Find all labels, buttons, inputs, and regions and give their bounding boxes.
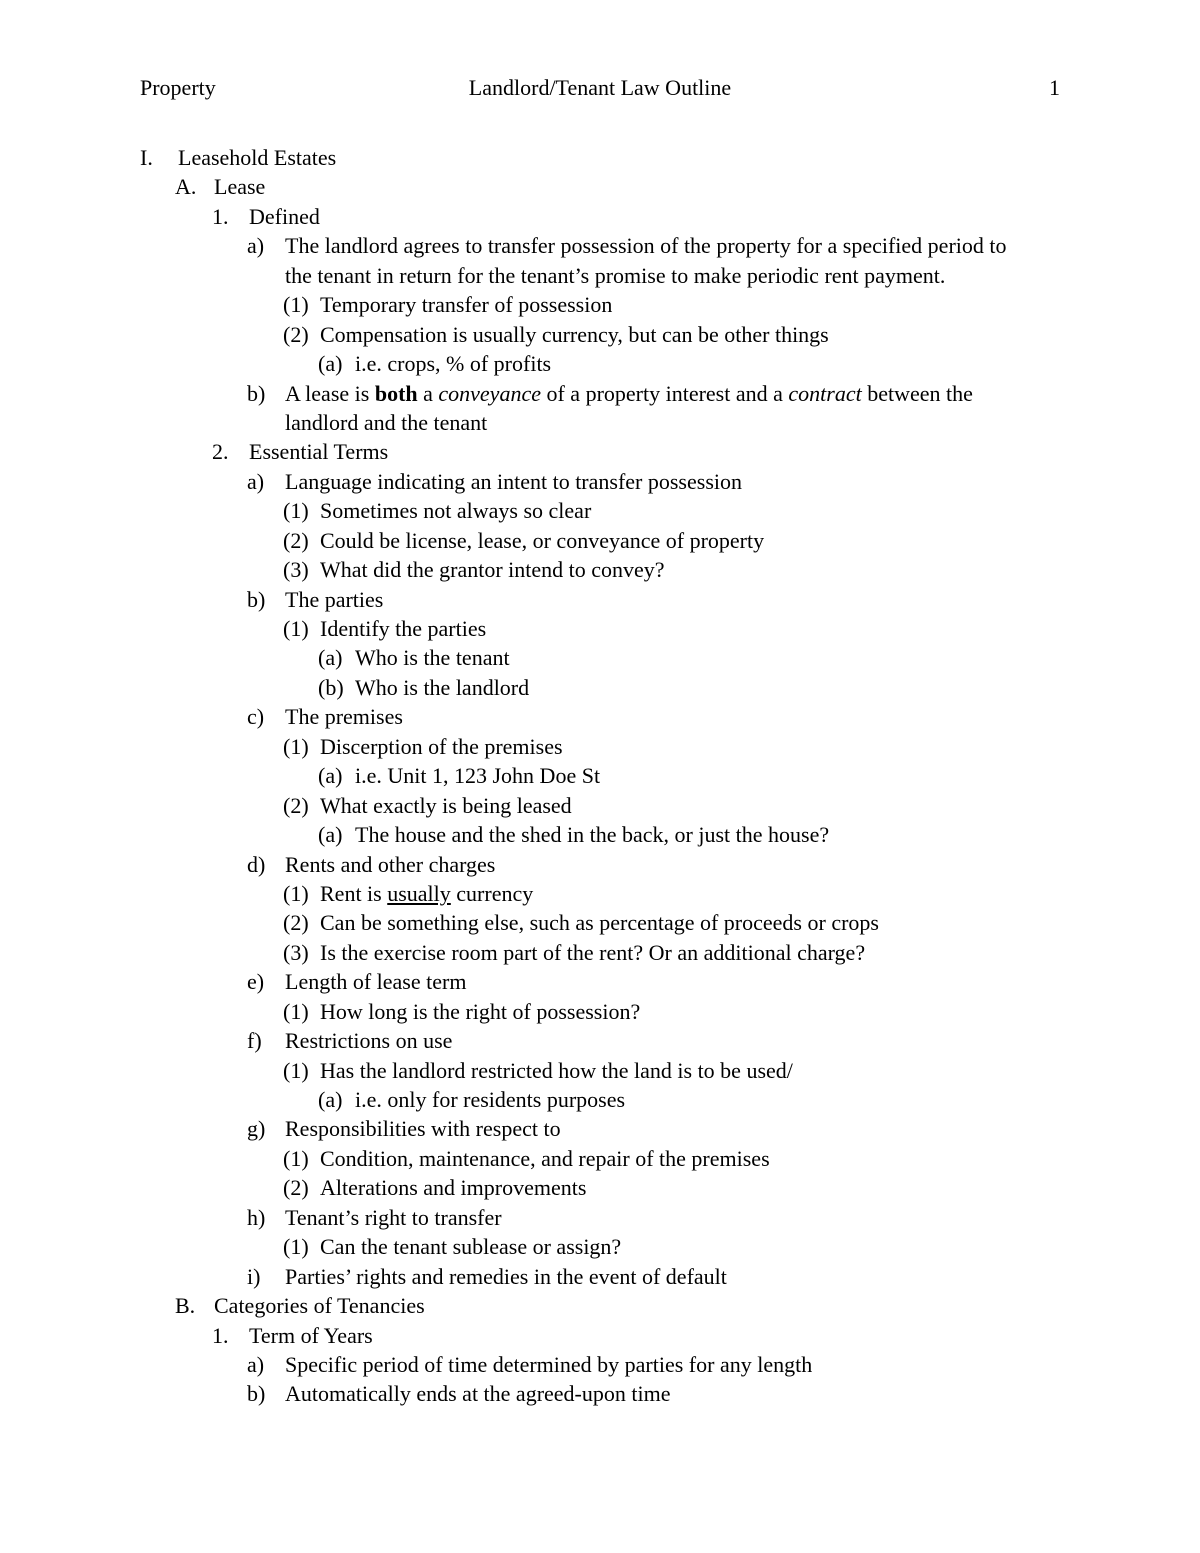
header-course-name: Property	[140, 75, 216, 100]
outline-item	[140, 467, 1065, 496]
outline-item	[140, 967, 1065, 996]
outline-marker: (2)	[283, 792, 309, 818]
outline-text	[320, 879, 533, 908]
outline-marker: (a)	[318, 351, 343, 377]
outline-item	[140, 496, 1065, 525]
outline-marker: b)	[247, 1381, 266, 1407]
outline-item	[140, 614, 1065, 643]
outline-marker: (2)	[283, 321, 309, 347]
outline-text: Restrictions on use	[285, 1028, 453, 1054]
outline-item	[140, 526, 1065, 555]
outline-text: How long is the right of possession?	[320, 998, 641, 1024]
outline-marker: (1)	[283, 998, 309, 1024]
italic-text: conveyance	[438, 380, 541, 406]
outline-text: Categories of Tenancies	[214, 1293, 425, 1319]
outline-marker: (a)	[318, 763, 343, 789]
outline-item	[140, 1379, 1065, 1408]
outline-text: Specific period of time determined by parties for any length	[285, 1351, 813, 1377]
outline-text: Temporary transfer of possession	[320, 292, 613, 318]
outline-item	[140, 585, 1065, 614]
outline-item	[140, 320, 1065, 349]
outline-marker: 2.	[212, 439, 229, 465]
outline-item	[140, 349, 1065, 378]
outline-marker: c)	[247, 704, 265, 730]
outline-text: Leasehold Estates	[178, 145, 337, 170]
outline-marker: 1.	[212, 203, 229, 229]
outline-text	[285, 379, 973, 408]
outline-text: Is the exercise room part of the rent? Or an additional charge?	[320, 939, 866, 965]
outline-marker: b)	[247, 380, 266, 406]
outline-item	[140, 1321, 1065, 1350]
outline-marker: (1)	[283, 1057, 309, 1083]
outline-text: Language indicating an intent to transfer possession	[285, 468, 742, 494]
outline-item	[140, 1056, 1065, 1085]
outline-item	[140, 1114, 1065, 1143]
outline-marker: (a)	[318, 645, 343, 671]
outline-text: Tenant’s right to transfer	[285, 1204, 502, 1230]
text-run: a	[417, 380, 439, 406]
outline-item	[140, 879, 1065, 908]
outline-text: What did the grantor intend to convey?	[320, 557, 665, 583]
outline-text: The premises	[285, 704, 403, 730]
outline-item	[140, 1173, 1065, 1202]
outline-item	[140, 1262, 1065, 1291]
outline-item	[140, 555, 1065, 584]
outline-text: Condition, maintenance, and repair of the premises	[320, 1145, 770, 1171]
outline-text: Discerption of the premises	[320, 733, 563, 759]
outline-marker: e)	[247, 969, 265, 995]
outline-item	[140, 908, 1065, 937]
outline-text: Can be something else, such as percentage of proceeds or crops	[320, 910, 879, 936]
outline-item	[140, 143, 1065, 172]
bold-text: both	[374, 380, 418, 406]
outline-text: Identify the parties	[320, 616, 487, 641]
outline-item	[140, 231, 1065, 260]
outline-marker: g)	[247, 1116, 266, 1142]
outline-text: i.e. only for residents purposes	[355, 1087, 626, 1112]
outline-marker: (1)	[283, 1145, 309, 1171]
outline-marker: (3)	[283, 939, 309, 965]
outline-item	[140, 997, 1065, 1026]
outline-text: i.e. Unit 1, 123 John Doe St	[355, 763, 601, 789]
outline-marker: 1.	[212, 1322, 229, 1348]
outline-item	[140, 437, 1065, 466]
outline-text: i.e. crops, % of profits	[355, 351, 552, 377]
text-run: Rent is	[320, 880, 388, 906]
outline-item	[140, 202, 1065, 231]
outline-text: Alterations and improvements	[320, 1175, 587, 1201]
outline-item	[140, 702, 1065, 731]
outline-item	[140, 1085, 1065, 1114]
outline-item	[140, 850, 1065, 879]
outline-marker: (1)	[283, 1234, 309, 1260]
outline-text: Has the landlord restricted how the land is to be used/	[320, 1057, 793, 1083]
outline-item	[140, 290, 1065, 319]
outline-text: Length of lease term	[285, 969, 467, 995]
outline-text: Compensation is usually currency, but can be other things	[320, 321, 829, 347]
outline-item	[140, 761, 1065, 790]
outline-text: Sometimes not always so clear	[320, 498, 592, 524]
outline-marker: B.	[175, 1293, 196, 1319]
outline-marker: (2)	[283, 527, 309, 553]
outline-item	[140, 1291, 1065, 1320]
outline-marker: (1)	[283, 498, 309, 524]
outline-text: What exactly is being leased	[320, 792, 572, 818]
outline-marker: (a)	[318, 1087, 343, 1112]
outline-item	[140, 1350, 1065, 1379]
outline-marker: b)	[247, 586, 266, 612]
outline-text: Lease	[214, 174, 266, 200]
outline-item	[140, 1203, 1065, 1232]
outline-item	[140, 732, 1065, 761]
outline-marker: (3)	[283, 557, 309, 583]
outline-marker: f)	[247, 1028, 262, 1054]
outline-item	[140, 643, 1065, 672]
outline-item	[140, 1144, 1065, 1173]
outline-item	[140, 172, 1065, 201]
outline-text: Who is the tenant	[355, 645, 510, 671]
outline-marker: A.	[175, 174, 197, 200]
header-document-title: Landlord/Tenant Law Outline	[468, 75, 732, 100]
outline-marker: (b)	[318, 674, 344, 700]
outline-marker: d)	[247, 851, 266, 877]
outline-marker: (1)	[283, 733, 309, 759]
outline-item	[140, 673, 1065, 702]
outline-item	[140, 820, 1065, 849]
outline-marker: a)	[247, 233, 265, 259]
outline-text: Rents and other charges	[285, 851, 496, 877]
text-run: currency	[450, 880, 534, 906]
outline-text: Automatically ends at the agreed-upon time	[285, 1381, 671, 1407]
outline-marker: a)	[247, 1351, 265, 1377]
outline-text-continuation: landlord and the tenant	[285, 409, 488, 435]
outline-item	[140, 1026, 1065, 1055]
outline-text: Who is the landlord	[355, 674, 530, 700]
outline-text: Could be license, lease, or conveyance of property	[320, 527, 765, 553]
outline-marker: (2)	[283, 910, 309, 936]
outline-item	[140, 938, 1065, 967]
outline-marker: a)	[247, 468, 265, 494]
outline-marker: (2)	[283, 1175, 309, 1201]
outline-text: Can the tenant sublease or assign?	[320, 1234, 622, 1260]
underlined-text: usually	[387, 880, 451, 906]
outline-marker: (a)	[318, 822, 343, 848]
outline-item	[140, 379, 1065, 408]
outline-marker: i)	[247, 1263, 261, 1289]
outline-text: The house and the shed in the back, or just the house?	[355, 822, 830, 848]
outline-item	[140, 791, 1065, 820]
outline-text: Responsibilities with respect to	[285, 1116, 561, 1142]
outline-marker: (1)	[283, 880, 309, 906]
text-run: A lease is	[285, 380, 375, 406]
outline	[140, 143, 1065, 1409]
outline-marker: (1)	[283, 616, 309, 641]
outline-marker: h)	[247, 1204, 266, 1230]
outline-text: Essential Terms	[249, 439, 389, 465]
text-run: between the	[861, 380, 973, 406]
outline-marker: I.	[140, 145, 153, 170]
header-page-number: 1	[1049, 75, 1060, 100]
outline-text-continuation: the tenant in return for the tenant’s promise to make periodic rent payment.	[285, 262, 946, 288]
outline-text: The landlord agrees to transfer possession of the property for a specified period to	[285, 233, 1007, 259]
outline-text: Defined	[249, 203, 320, 229]
text-run: of a property interest and a	[540, 380, 789, 406]
italic-text: contract	[788, 380, 862, 406]
outline-item	[140, 1232, 1065, 1261]
page-header	[140, 72, 1060, 104]
outline-text: The parties	[285, 586, 384, 612]
outline-text: Parties’ rights and remedies in the event of default	[285, 1263, 727, 1289]
outline-text: Term of Years	[249, 1322, 373, 1348]
outline-marker: (1)	[283, 292, 309, 318]
